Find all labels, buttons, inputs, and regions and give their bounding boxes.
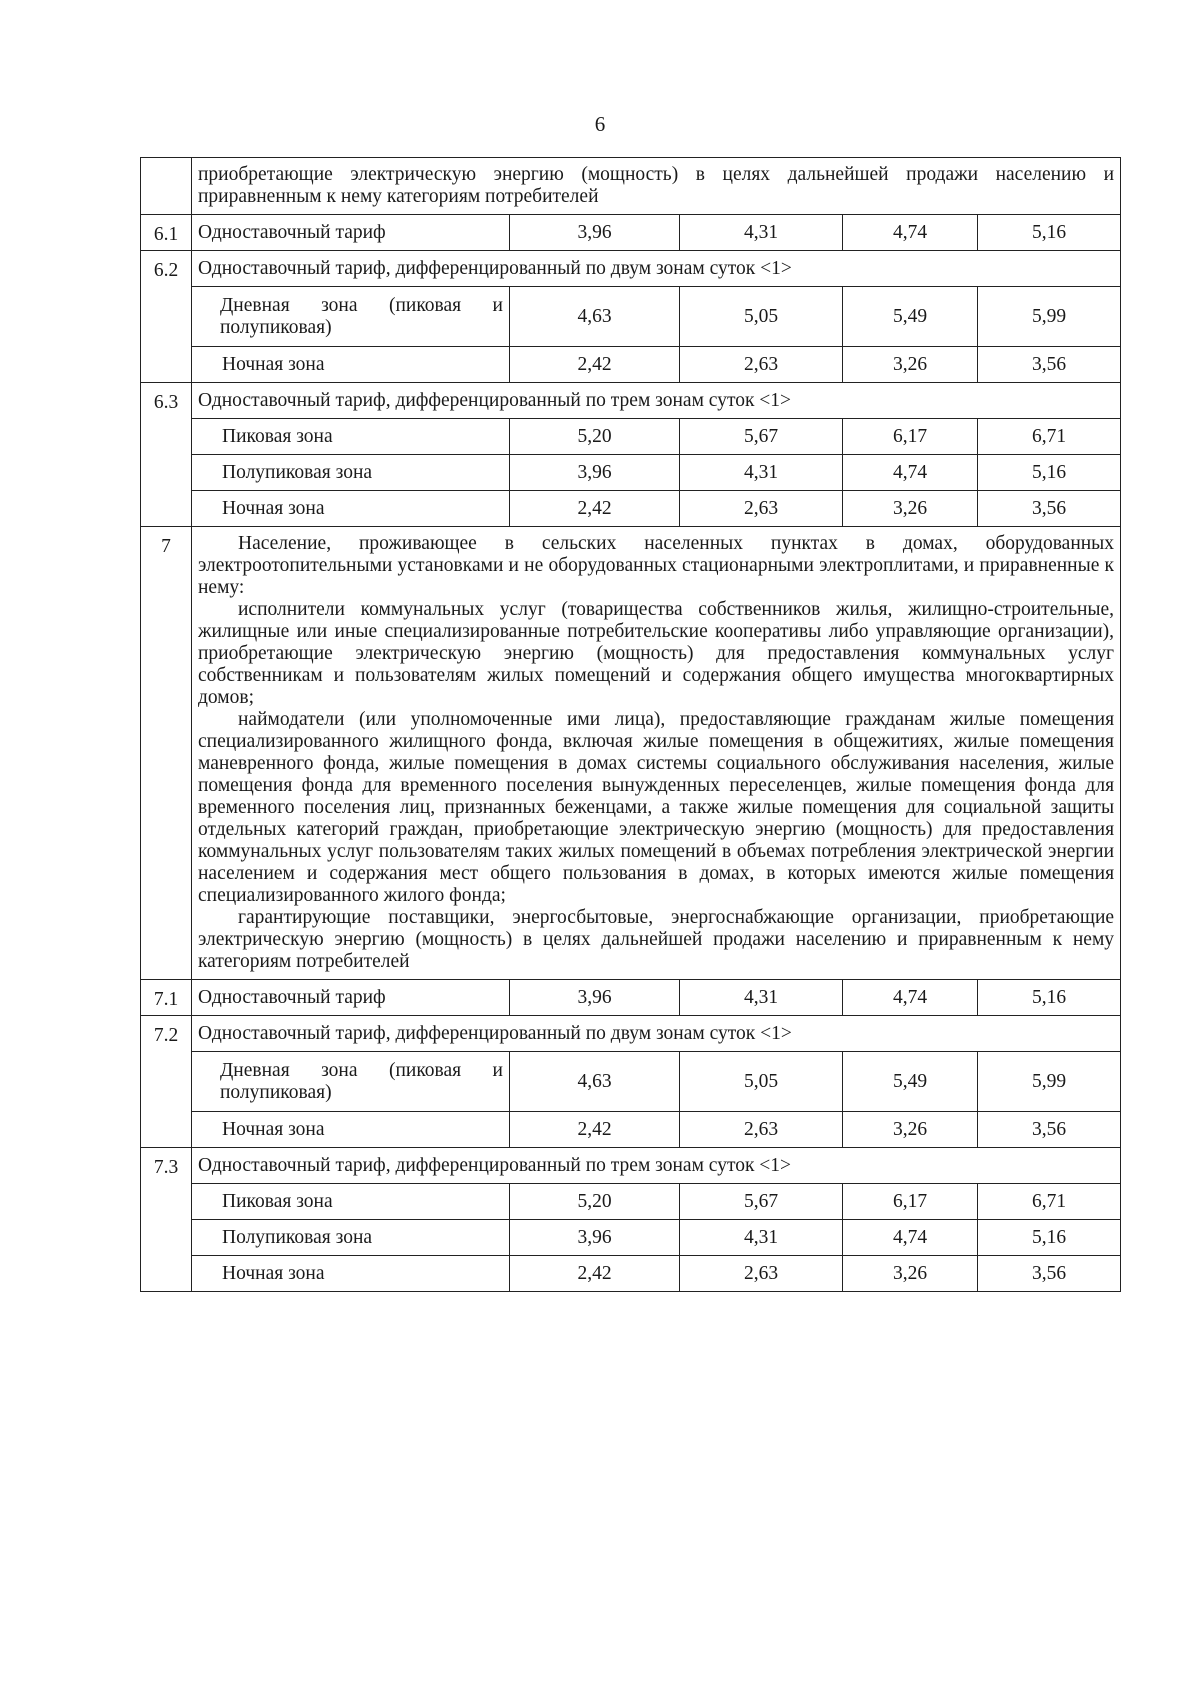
tariff-value: 5,67 [680,1184,843,1220]
row-number: 7 [141,527,192,980]
tariff-value: 3,96 [510,455,680,491]
tariff-value: 5,16 [978,980,1121,1016]
table-row [141,287,1121,347]
tariff-value: 5,49 [843,287,978,347]
tariff-value: 4,63 [510,1052,680,1112]
table-row [141,1256,1121,1292]
row-number: 7.1 [141,980,192,1016]
tariff-value: 3,96 [510,1220,680,1256]
table-row [141,1220,1121,1256]
table-row [141,1184,1121,1220]
row-label: Дневная зона (пиковая и полупиковая) [192,1052,510,1112]
table-row [141,527,1121,980]
table-row [141,1112,1121,1148]
tariff-value: 5,16 [978,1220,1121,1256]
tariff-value: 5,67 [680,419,843,455]
tariff-value: 3,96 [510,215,680,251]
tariff-value: 5,49 [843,1052,978,1112]
table-row [141,419,1121,455]
category-description: приобретающие электрическую энергию (мощность) в целях дальнейшей продажи населению и приравненным к нему категориям потребителей [192,158,1121,215]
category-paragraph: Население, проживающее в сельских населенных пунктах в домах, оборудованных электроотопительными установками и не оборудованных стационарными электроплитами, и приравненные к нему: [198,533,1115,598]
row-label: Пиковая зона [192,1184,510,1220]
table-row [141,980,1121,1016]
row-label: Ночная зона [192,347,510,383]
tariff-value: 5,16 [978,455,1121,491]
tariff-value: 3,26 [843,491,978,527]
tariff-value: 3,56 [978,1112,1121,1148]
tariff-value: 5,16 [978,215,1121,251]
tariff-value: 2,63 [680,347,843,383]
tariff-value: 2,42 [510,1256,680,1292]
table-row [141,1016,1121,1052]
tariff-value: 5,99 [978,287,1121,347]
tariff-value: 2,63 [680,1256,843,1292]
tariff-value: 5,05 [680,287,843,347]
tariff-value: 4,74 [843,1220,978,1256]
table-row [141,215,1121,251]
category-paragraph: гарантирующие поставщики, энергосбытовые, энергоснабжающие организации, приобретающие электрическую энергию (мощность) в целях дальнейшей продажи населению и приравненным к нему категориям потребителей [198,907,1115,972]
tariff-value: 5,99 [978,1052,1121,1112]
table-row [141,455,1121,491]
tariff-value: 3,26 [843,347,978,383]
table-row [141,1148,1121,1184]
category-description [192,527,1121,980]
tariff-value: 5,20 [510,419,680,455]
row-label: Ночная зона [192,491,510,527]
table-row [141,491,1121,527]
row-label: Пиковая зона [192,419,510,455]
row-number: 7.2 [141,1016,192,1148]
tariff-value: 3,26 [843,1256,978,1292]
tariff-value: 4,31 [680,1220,843,1256]
tariff-value: 4,63 [510,287,680,347]
tariff-value: 4,74 [843,455,978,491]
tariff-value: 6,71 [978,1184,1121,1220]
tariff-value: 4,74 [843,215,978,251]
tariff-value: 2,42 [510,347,680,383]
tariff-value: 2,63 [680,1112,843,1148]
tariff-value: 3,26 [843,1112,978,1148]
table-row [141,158,1121,215]
row-label: Ночная зона [192,1256,510,1292]
tariff-value: 3,56 [978,347,1121,383]
tariff-value: 6,17 [843,419,978,455]
tariff-value: 2,42 [510,491,680,527]
tariff-value: 4,74 [843,980,978,1016]
tariff-value: 2,42 [510,1112,680,1148]
row-label: Полупиковая зона [192,1220,510,1256]
tariff-value: 6,71 [978,419,1121,455]
row-number: 6.2 [141,251,192,383]
row-label: Дневная зона (пиковая и полупиковая) [192,287,510,347]
row-label: Одноставочный тариф, дифференцированный по трем зонам суток <1> [192,383,1121,419]
tariff-value: 6,17 [843,1184,978,1220]
row-number: 6.3 [141,383,192,527]
row-number [141,158,192,215]
category-paragraph: наймодатели (или уполномоченные ими лица), предоставляющие гражданам жилые помещения специализированного жилищного фонда, включая жилые помещения в общежитиях, жилые помещения маневренного фонда, жилые помещения в домах системы социального обслуживания населения, жилые помещения фонда для временного поселения вынужденных переселенцев, жилые помещения фонда для временного поселения лиц, признанных беженцами, а также жилые помещения для социальной защиты отдельных категорий граждан, приобретающие электрическую энергию (мощность) для предоставления коммунальных услуг пользователям таких жилых помещений в объемах потребления электрической энергии населением и содержания мест общего пользования в домах, в которых имеются жилые помещения специализированного жилого фонда; [198,709,1115,906]
table-row [141,383,1121,419]
tariff-value: 3,56 [978,1256,1121,1292]
row-number: 7.3 [141,1148,192,1292]
tariff-value: 3,96 [510,980,680,1016]
row-label: Одноставочный тариф, дифференцированный по двум зонам суток <1> [192,1016,1121,1052]
tariff-value: 4,31 [680,455,843,491]
tariff-value: 3,56 [978,491,1121,527]
category-paragraph: исполнители коммунальных услуг (товарищества собственников жилья, жилищно-строительные, жилищные или иные специализированные потребительские кооперативы либо управляющие организации), приобретающие электрическую энергию (мощность) для предоставления коммунальных услуг собственникам и пользователям жилых помещений и содержания общего имущества многоквартирных домов; [198,599,1115,708]
table-row [141,347,1121,383]
tariff-value: 2,63 [680,491,843,527]
row-label: Одноставочный тариф [192,980,510,1016]
table-row [141,1052,1121,1112]
row-label: Одноставочный тариф [192,215,510,251]
tariff-table [140,157,1121,1292]
tariff-value: 4,31 [680,215,843,251]
tariff-value: 5,20 [510,1184,680,1220]
tariff-value: 5,05 [680,1052,843,1112]
row-label: Ночная зона [192,1112,510,1148]
row-label: Полупиковая зона [192,455,510,491]
row-label: Одноставочный тариф, дифференцированный по трем зонам суток <1> [192,1148,1121,1184]
table-row [141,251,1121,287]
page-number: 6 [594,112,606,136]
row-label: Одноставочный тариф, дифференцированный по двум зонам суток <1> [192,251,1121,287]
row-number: 6.1 [141,215,192,251]
tariff-value: 4,31 [680,980,843,1016]
